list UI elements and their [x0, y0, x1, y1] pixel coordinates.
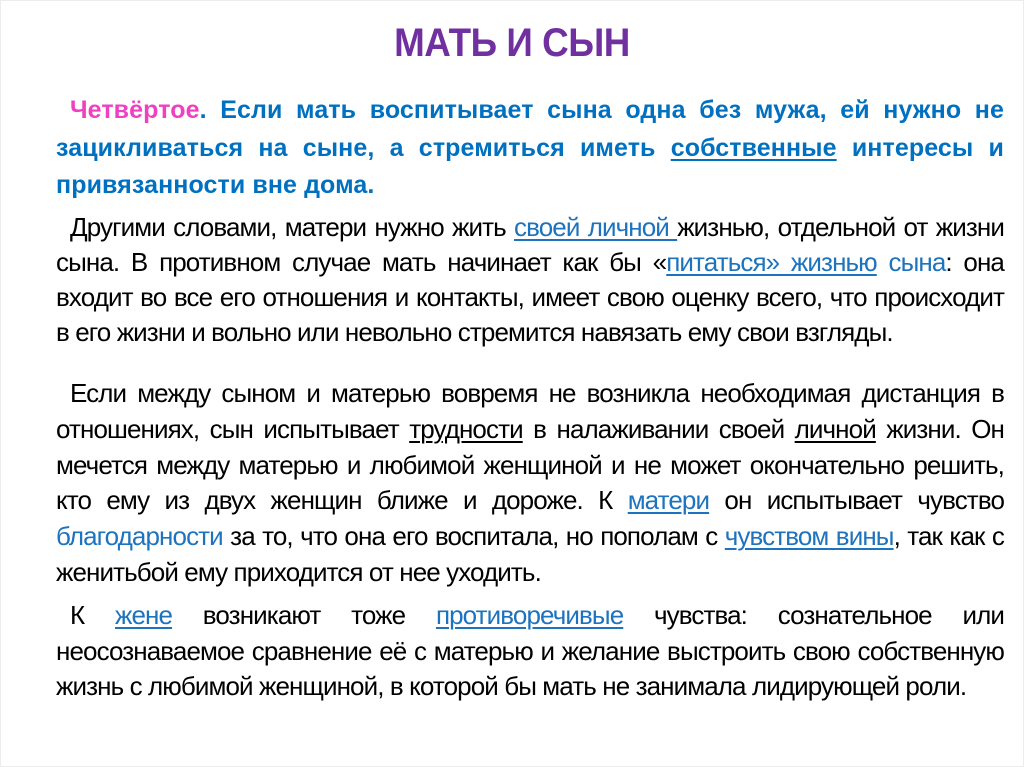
link-sobstvennye[interactable]: собственные: [670, 133, 837, 162]
text: интересы и привязанности вне дома.: [56, 133, 1004, 199]
text: жизни. Он мечется между матерью и любимой женщиной и не может окончательно решить, кто ему из двух женщин ближе и дороже. К: [56, 413, 1004, 516]
text: в налаживании своей: [522, 413, 795, 444]
text: возникают тоже: [172, 600, 436, 630]
underlined-trudnosti: трудности: [409, 413, 523, 444]
link-materi[interactable]: матери: [627, 485, 710, 516]
text: [877, 247, 889, 277]
slide-title: МАТЬ И СЫН: [394, 21, 630, 65]
link-chuvstvom-viny[interactable]: чувством вины: [724, 521, 894, 552]
text: чувства: сознательное или неосознаваемое сравнение её с матерью и желание выстроить свою собственную жизнь с любимой женщиной, в которой бы мать не занимала лидирующей роли.: [56, 600, 1004, 701]
text: он испытывает чувство: [709, 485, 1004, 516]
paragraph-fourth-point: [56, 92, 1004, 205]
paragraph-other-words: [56, 210, 1004, 350]
text: : она входит во все его отношения и контакты, имеет свою оценку всего, что происходит в его жизни и вольно или невольно стремится навязать ему свои взгляды.: [56, 247, 1004, 347]
text: Другими словами, матери нужно жить: [70, 212, 515, 242]
paragraph-wife: [56, 598, 1004, 705]
link-blagodarnosti[interactable]: благодарности: [56, 521, 223, 552]
link-pitatsya-zhiznyu[interactable]: питаться» жизнью: [666, 247, 877, 277]
link-zhene[interactable]: жене: [114, 600, 173, 630]
text: К: [70, 600, 115, 630]
link-svoey-lichnoy[interactable]: своей личной: [514, 212, 678, 242]
link-syna[interactable]: сына: [888, 247, 946, 277]
text: жизнью, отдельной от жизни сына. В противном случае мать начинает как бы «: [56, 212, 1004, 277]
paragraph-distance: [56, 376, 1004, 591]
text: . Если мать воспитывает сына одна без мужа, ей нужно не зацикливаться на сыне, а стремиться иметь: [56, 96, 1004, 162]
text: , так как с женитьбой ему приходится от нее уходить.: [56, 521, 1004, 587]
text: Если между сыном и матерью вовремя не возникла необходимая дистанция в отношениях, сын испытывает: [56, 378, 1004, 444]
lead-word: Четвёртое: [70, 96, 200, 124]
underlined-lichnoy: личной: [794, 413, 876, 444]
text: за то, что она его воспитала, но пополам с: [222, 521, 725, 552]
link-protivorechivye[interactable]: противоречивые: [435, 600, 624, 630]
